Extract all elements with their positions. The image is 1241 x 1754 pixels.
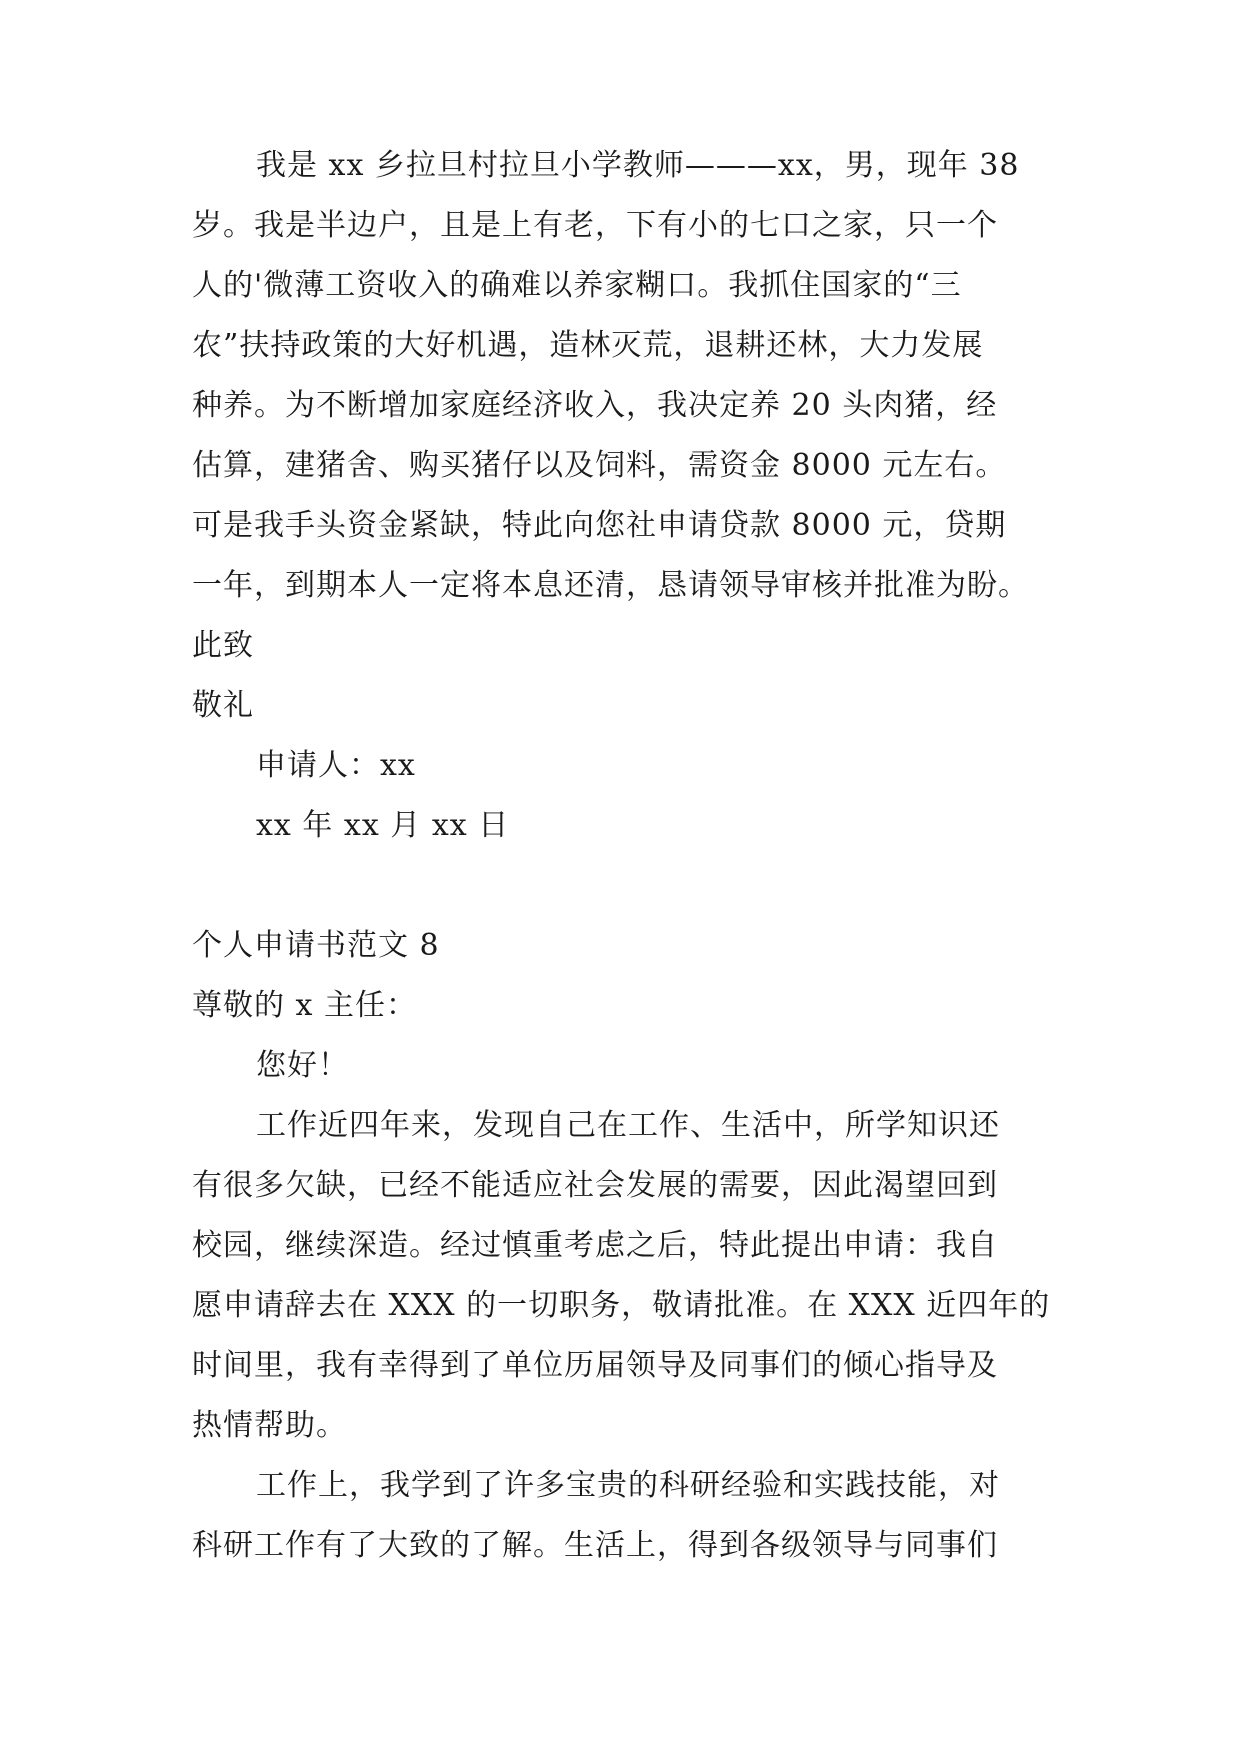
closing-salute: 敬礼 <box>192 688 254 723</box>
paragraph-line: 校园，继续深造。经过慎重考虑之后，特此提出申请：我自 <box>192 1228 998 1263</box>
paragraph-line: 时间里，我有幸得到了单位历届领导及同事们的倾心指导及 <box>192 1348 998 1383</box>
paragraph-line: 工作近四年来，发现自己在工作、生活中，所学知识还 <box>256 1108 1000 1143</box>
applicant-signature: 申请人：xx <box>256 748 416 783</box>
paragraph-resignation <box>192 1096 1058 1456</box>
paragraph-line: 岁。我是半边户，且是上有老，下有小的七口之家，只一个 <box>192 208 998 243</box>
paragraph-line: 科研工作有了大致的了解。生活上，得到各级领导与同事们 <box>192 1528 998 1563</box>
paragraph-line: 热情帮助。 <box>192 1408 347 1443</box>
paragraph-line: 人的'微薄工资收入的确难以养家糊口。我抓住国家的“三 <box>192 268 962 303</box>
paragraph-line: 一年，到期本人一定将本息还清，恳请领导审核并批准为盼。 <box>192 568 1029 603</box>
paragraph-line: 我是 xx 乡拉旦村拉旦小学教师———xx，男，现年 38 <box>256 148 1020 183</box>
paragraph-line: 农”扶持政策的大好机遇，造林灭荒，退耕还林，大力发展 <box>192 328 984 363</box>
greeting: 您好！ <box>256 1048 349 1083</box>
salutation: 尊敬的 x 主任： <box>192 988 417 1023</box>
paragraph-line: 可是我手头资金紧缺，特此向您社申请贷款 8000 元，贷期 <box>192 508 1007 543</box>
closing-line: 此致 <box>192 628 254 663</box>
paragraph-line: 有很多欠缺，已经不能适应社会发展的需要，因此渴望回到 <box>192 1168 998 1203</box>
paragraph-loan-application <box>192 136 1058 616</box>
paragraph-line: 工作上，我学到了许多宝贵的科研经验和实践技能，对 <box>256 1468 1000 1503</box>
paragraph-line: 种养。为不断增加家庭经济收入，我决定养 20 头肉猪，经 <box>192 388 998 423</box>
application-date: xx 年 xx 月 xx 日 <box>256 808 510 843</box>
paragraph-line: 愿申请辞去在 XXX 的一切职务，敬请批准。在 XXX 近四年的 <box>192 1288 1051 1323</box>
paragraph-line: 估算，建猪舍、购买猪仔以及饲料，需资金 8000 元左右。 <box>192 448 1007 483</box>
paragraph-work-experience <box>192 1456 1058 1576</box>
section-title: 个人申请书范文 8 <box>192 928 440 963</box>
